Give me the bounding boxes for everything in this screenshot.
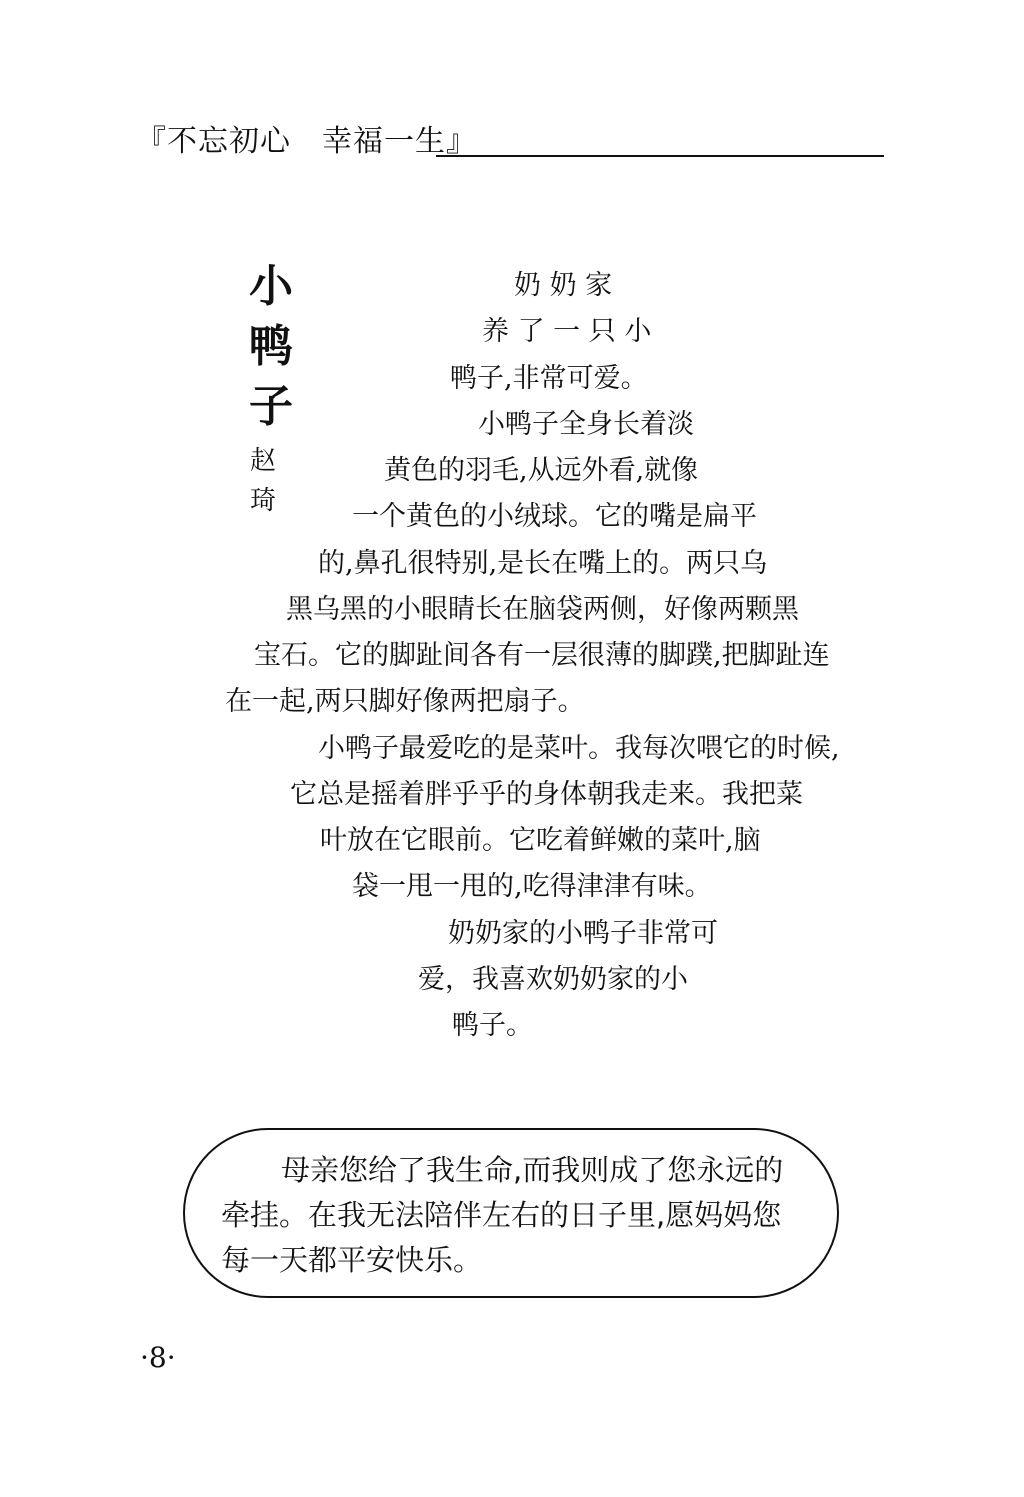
body-line: 奶 奶 家 bbox=[514, 270, 613, 301]
body-line: 鸭子,非常可爱。 bbox=[450, 363, 648, 394]
body-line: 黑乌黑的小眼睛长在脑袋两侧，好像两颗黑 bbox=[286, 594, 799, 625]
body-line: 的,鼻孔很特别,是长在嘴上的。两只乌 bbox=[318, 548, 768, 579]
body-line: 养 了 一 只 小 bbox=[482, 316, 652, 347]
header-rule bbox=[436, 155, 884, 157]
message-line: 牵挂。在我无法陪伴左右的日子里,愿妈妈您 bbox=[221, 1198, 782, 1232]
title-char: 鸭 bbox=[249, 321, 293, 372]
body-line: 宝石。它的脚趾间各有一层很薄的脚蹼,把脚趾连 bbox=[254, 640, 830, 671]
author-char: 赵 bbox=[249, 446, 276, 476]
page-number: ·8· bbox=[140, 1341, 176, 1374]
body-line: 爱，我喜欢奶奶家的小 bbox=[418, 964, 688, 995]
body-line: 奶奶家的小鸭子非常可 bbox=[448, 918, 718, 949]
body-line: 它总是摇着胖乎乎的身体朝我走来。我把菜 bbox=[290, 779, 803, 810]
title-char: 子 bbox=[249, 381, 293, 432]
body-line: 黄色的羽毛,从远外看,就像 bbox=[384, 455, 699, 486]
body-line: 小鸭子全身长着淡 bbox=[478, 409, 694, 440]
body-line: 袋一甩一甩的,吃得津津有味。 bbox=[352, 871, 712, 902]
title-char: 小 bbox=[249, 261, 293, 312]
body-line: 一个黄色的小绒球。它的嘴是扁平 bbox=[352, 501, 757, 532]
body-line: 叶放在它眼前。它吃着鲜嫩的菜叶,脑 bbox=[320, 825, 761, 856]
body-line: 鸭子。 bbox=[452, 1010, 533, 1041]
body-line: 小鸭子最爱吃的是菜叶。我每次喂它的时候, bbox=[318, 733, 840, 764]
header-title: 『不忘初心 幸福一生』 bbox=[136, 124, 477, 159]
message-line: 母亲您给了我生命,而我则成了您永远的 bbox=[281, 1153, 784, 1187]
message-box bbox=[183, 1128, 839, 1298]
body-line: 在一起,两只脚好像两把扇子。 bbox=[225, 686, 585, 717]
author-char: 琦 bbox=[249, 486, 276, 516]
message-line: 每一天都平安快乐。 bbox=[221, 1243, 483, 1277]
